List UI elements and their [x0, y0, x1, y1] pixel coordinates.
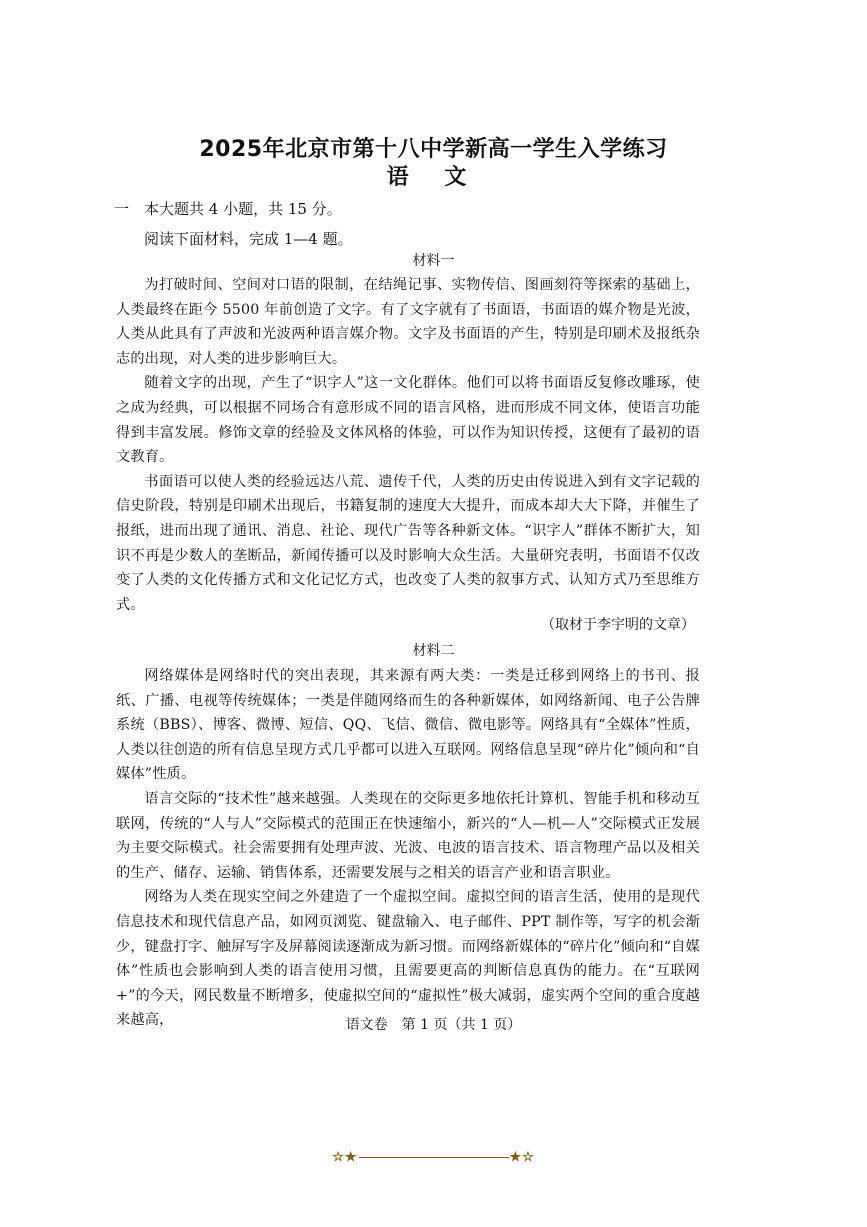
material-1-paragraph: 为打破时间、空间对口语的限制，在结绳记事、实物传信、图画刻符等探索的基础上，人类最终在距今 5500 年前创造了文字。有了文字就有了书面语，书面语的媒介物是光波，人类从此具有了声波和光波两种语言媒介物。文字及书面语的产生，特别是印刷术及报纸杂志的出现，对人类的进步影响巨大。 [116, 277, 700, 367]
star-icon: ★☆ [509, 1150, 535, 1165]
exam-title: 2025年北京市第十八中学新高一学生入学练习 [199, 137, 668, 162]
material-2-body [116, 664, 700, 1033]
material-2-paragraph: 网络为人类在现实空间之外建造了一个虚拟空间。虚拟空间的语言生活，使用的是现代信息技术和现代信息产品，如网页浏览、键盘输入、电子邮件、PPT 制作等，写字的机会渐少，键盘打字、触屏写字及屏幕阅读逐渐成为新习惯。而网络新媒体的“碎片化”倾向和“自媒体”性质也会影响到人类的语言使用习惯，且需要更高的判断信息真伪的能力。在“互联网+”的今天，网民数量不断增多，使虚拟空间的“虚拟性”极大减弱，虚实两个空间的重合度越来越高， [116, 889, 700, 1029]
material-2-title: 材料二 [412, 643, 455, 659]
material-1-body [116, 273, 700, 617]
material-1-paragraph: 随着文字的出现，产生了“识字人”这一文化群体。他们可以将书面语反复修改雕琢，使之成为经典，可以根据不同场合有意形成不同的语言风格，进而形成不同文体，使语言功能得到丰富发展。修饰文章的经验及文体风格的体验，可以作为知识传授，这便有了最初的语文教育。 [116, 375, 700, 466]
section-heading: 一 本大题共 4 小题，共 15 分。 [114, 200, 342, 218]
decorative-divider [0, 1150, 867, 1165]
material-1-title: 材料一 [412, 253, 455, 269]
material-1-paragraph: 书面语可以使人类的经验远达八荒、遗传千代，人类的历史由传说进入到有文字记载的信史阶段，特别是印刷术出现后，书籍复制的速度大大提升，而成本却大大下降，并催生了报纸，进而出现了通讯、消息、社论、现代广告等各种新文体。“识字人”群体不断扩大，知识不再是少数人的垄断品，新闻传播可以及时影响大众生活。大量研究表明，书面语不仅改变了人类的文化传播方式和文化记忆方式，也改变了人类的叙事方式、认知方式乃至思维方式。 [116, 473, 700, 613]
star-icon: ☆★ [332, 1150, 358, 1165]
material-1-source: （取材于李宇明的文章） [541, 617, 695, 633]
page-footer: 语文卷 第 1 页（共 1 页） [345, 1017, 522, 1033]
exam-subject: 语 文 [386, 165, 481, 190]
material-2-paragraph: 网络媒体是网络时代的突出表现，其来源有两大类：一类是迁移到网络上的书刊、报纸、广播、电视等传统媒体；一类是伴随网络而生的各种新媒体，如网络新闻、电子公告牌系统（BBS）、博客、微博、短信、QQ、飞信、微信、微电影等。网络具有“全媒体”性质，人类以往创造的所有信息呈现方式几乎都可以进入互联网。网络信息呈现“碎片化”倾向和“自媒体”性质。 [116, 668, 700, 783]
material-2-paragraph: 语言交际的“技术性”越来越强。人类现在的交际更多地依托计算机、智能手机和移动互联网，传统的“人与人”交际模式的范围正在快速缩小，新兴的“人—机—人”交际模式正发展为主要交际模式。社会需要拥有处理声波、光波、电波的语言技术、语言物理产品以及相关的生产、储存、运输、销售体系，还需要发展与之相关的语言产业和语言职业。 [116, 790, 700, 881]
section-instruction: 阅读下面材料，完成 1—4 题。 [144, 230, 353, 248]
divider-line [359, 1157, 509, 1158]
